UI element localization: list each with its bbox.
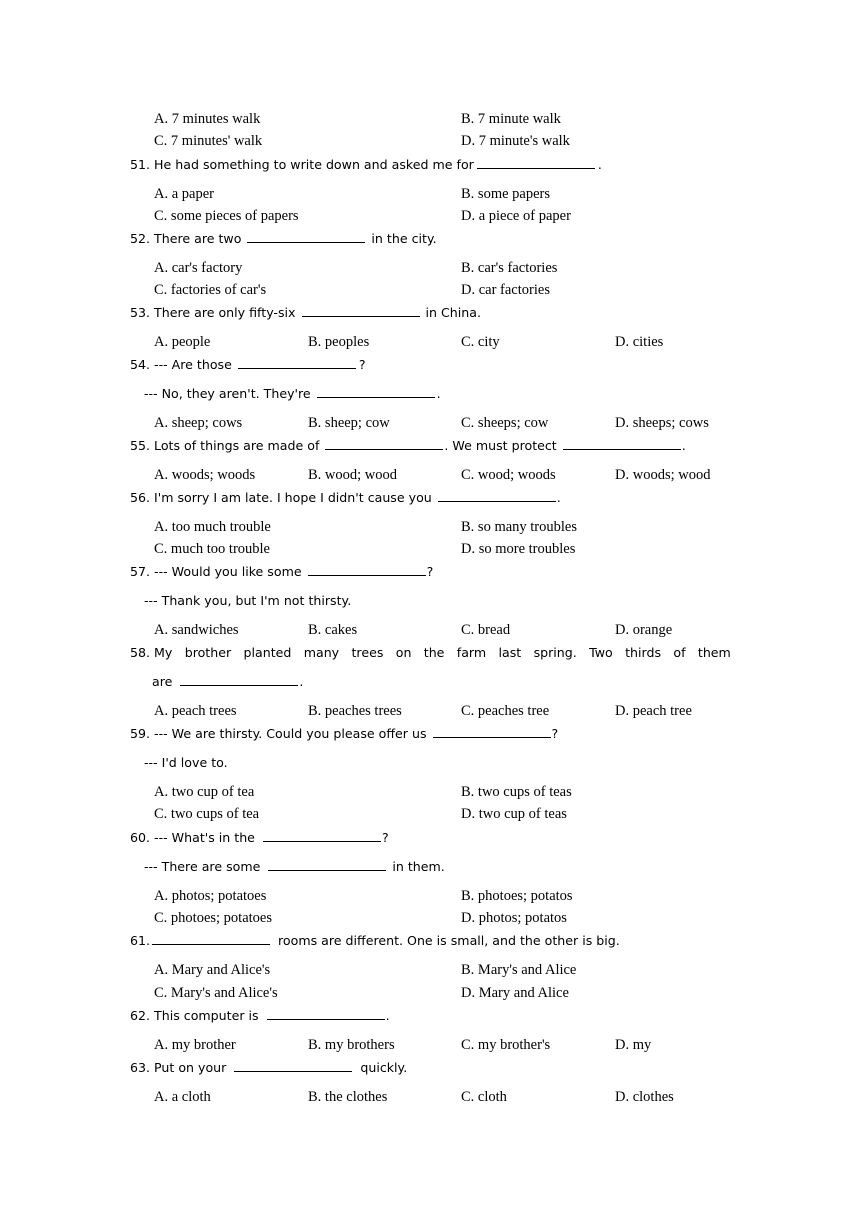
option-c: C. 7 minutes' walk [154,133,263,149]
question-text-end: . [681,438,686,453]
question-text: 56. I'm sorry I am late. I hope I didn't cause you [130,490,432,505]
question-text: 61. [130,933,151,948]
answer-blank [152,932,270,945]
option-b: B. car's factories [461,260,558,276]
question-text-mid: . We must protect [444,438,557,453]
question-text: are [152,674,173,689]
question-text-end: ? [426,564,434,579]
option-d: D. Mary and Alice [461,985,569,1001]
option-c: C. two cups of tea [154,806,260,822]
option-a: A. car's factory [154,260,243,276]
option-a: A. my brother [154,1037,236,1053]
question-word: spring. [533,645,577,660]
reply-54 [144,385,441,403]
option-c: C. cloth [461,1089,507,1105]
option-b: B. peaches trees [308,703,402,719]
option-b: B. 7 minute walk [461,111,561,127]
option-d: D. two cup of teas [461,806,567,822]
option-d: D. a piece of paper [461,208,571,224]
question-52 [130,230,437,248]
answer-blank [438,489,556,502]
question-text-end: ? [551,726,559,741]
option-c: C. bread [461,622,511,638]
answer-blank [563,437,681,450]
question-53 [130,304,481,322]
option-c: C. my brother's [461,1037,551,1053]
option-c: C. some pieces of papers [154,208,299,224]
question-61 [130,932,620,950]
question-text: 62. This computer is [130,1008,259,1023]
answer-blank [180,673,298,686]
option-b: B. Mary's and Alice [461,962,577,978]
question-text: 57. --- Would you like some [130,564,302,579]
answer-blank [325,437,443,450]
question-word: 58. My [130,645,173,660]
option-d: D. car factories [461,282,550,298]
question-text: 51. He had something to write down and asked me for [130,157,474,172]
reply-text-end: . [436,386,441,401]
option-c: C. sheeps; cow [461,415,549,431]
option-a: A. 7 minutes walk [154,111,261,127]
option-c: C. peaches tree [461,703,550,719]
option-a: A. Mary and Alice's [154,962,271,978]
question-text-end: rooms are different. One is small, and the other is big. [278,933,620,948]
question-word: farm [456,645,487,660]
question-60 [130,829,389,847]
option-a: A. too much trouble [154,519,271,535]
option-d: D. my [615,1037,652,1053]
question-word: of [673,645,686,660]
option-a: A. sheep; cows [154,415,243,431]
option-c: C. factories of car's [154,282,267,298]
question-word: last [498,645,522,660]
reply-text-end: in them. [392,859,445,874]
option-d: D. peach tree [615,703,692,719]
option-b: B. cakes [308,622,358,638]
question-text-end: in China. [425,305,481,320]
question-text-end: . [299,674,304,689]
question-63 [130,1059,407,1077]
question-58 [130,644,731,662]
answer-blank [317,385,435,398]
option-c: C. photoes; potatoes [154,910,273,926]
answer-blank [234,1059,352,1072]
question-word: planted [243,645,292,660]
option-b: B. peoples [308,334,370,350]
question-text: 54. --- Are those [130,357,232,372]
option-b: B. sheep; cow [308,415,390,431]
option-c: C. Mary's and Alice's [154,985,278,1001]
question-text: 60. --- What's in the [130,830,255,845]
question-word: thirds [625,645,662,660]
option-c: C. city [461,334,500,350]
option-b: B. photoes; potatos [461,888,573,904]
answer-blank [238,356,356,369]
answer-blank [302,304,420,317]
answer-blank [247,230,365,243]
question-text: 63. Put on your [130,1060,227,1075]
option-c: C. much too trouble [154,541,270,557]
option-b: B. my brothers [308,1037,395,1053]
option-d: D. sheeps; cows [615,415,709,431]
question-word: many [303,645,340,660]
question-text-end: . [556,490,561,505]
option-d: D. clothes [615,1089,674,1105]
question-text: 59. --- We are thirsty. Could you please offer us [130,726,427,741]
question-59 [130,725,558,743]
answer-blank [308,563,426,576]
option-d: D. 7 minute's walk [461,133,570,149]
question-62 [130,1007,390,1025]
option-b: B. two cups of teas [461,784,572,800]
option-a: A. sandwiches [154,622,239,638]
question-text-end: ? [381,830,389,845]
question-text-end: in the city. [371,231,437,246]
question-word: the [423,645,445,660]
question-word: trees [351,645,384,660]
option-b: B. some papers [461,186,550,202]
question-text: 53. There are only fifty-six [130,305,296,320]
question-text-end: ? [358,357,366,372]
option-a: A. woods; woods [154,467,256,483]
answer-blank [263,829,381,842]
option-d: D. cities [615,334,664,350]
question-text: 52. There are two [130,231,242,246]
question-word: on [395,645,412,660]
option-a: A. a cloth [154,1089,211,1105]
question-word: Two [589,645,613,660]
option-a: A. peach trees [154,703,237,719]
question-54 [130,356,366,374]
option-a: A. a paper [154,186,214,202]
question-56 [130,489,561,507]
reply-57: --- Thank you, but I'm not thirsty. [144,593,352,608]
option-a: A. two cup of tea [154,784,255,800]
question-51 [130,156,602,174]
answer-blank [267,1007,385,1020]
question-word: brother [184,645,232,660]
reply-59: --- I'd love to. [144,755,228,770]
option-a: A. people [154,334,211,350]
option-d: D. orange [615,622,673,638]
option-b: B. wood; wood [308,467,398,483]
question-text-end: . [597,157,602,172]
question-text-end: quickly. [360,1060,408,1075]
reply-60 [144,858,445,876]
question-58-continued [152,673,303,691]
option-c: C. wood; woods [461,467,556,483]
answer-blank [268,858,386,871]
option-b: B. the clothes [308,1089,388,1105]
question-text-end: . [385,1008,390,1023]
option-b: B. so many troubles [461,519,577,535]
answer-blank [477,156,595,169]
reply-text: --- There are some [144,859,261,874]
answer-blank [433,725,551,738]
question-55 [130,437,686,455]
option-d: D. so more troubles [461,541,576,557]
question-text: 55. Lots of things are made of [130,438,320,453]
option-a: A. photos; potatoes [154,888,267,904]
question-57 [130,563,433,581]
option-d: D. photos; potatos [461,910,567,926]
reply-text: --- No, they aren't. They're [144,386,311,401]
question-word: them [697,645,731,660]
option-d: D. woods; wood [615,467,711,483]
